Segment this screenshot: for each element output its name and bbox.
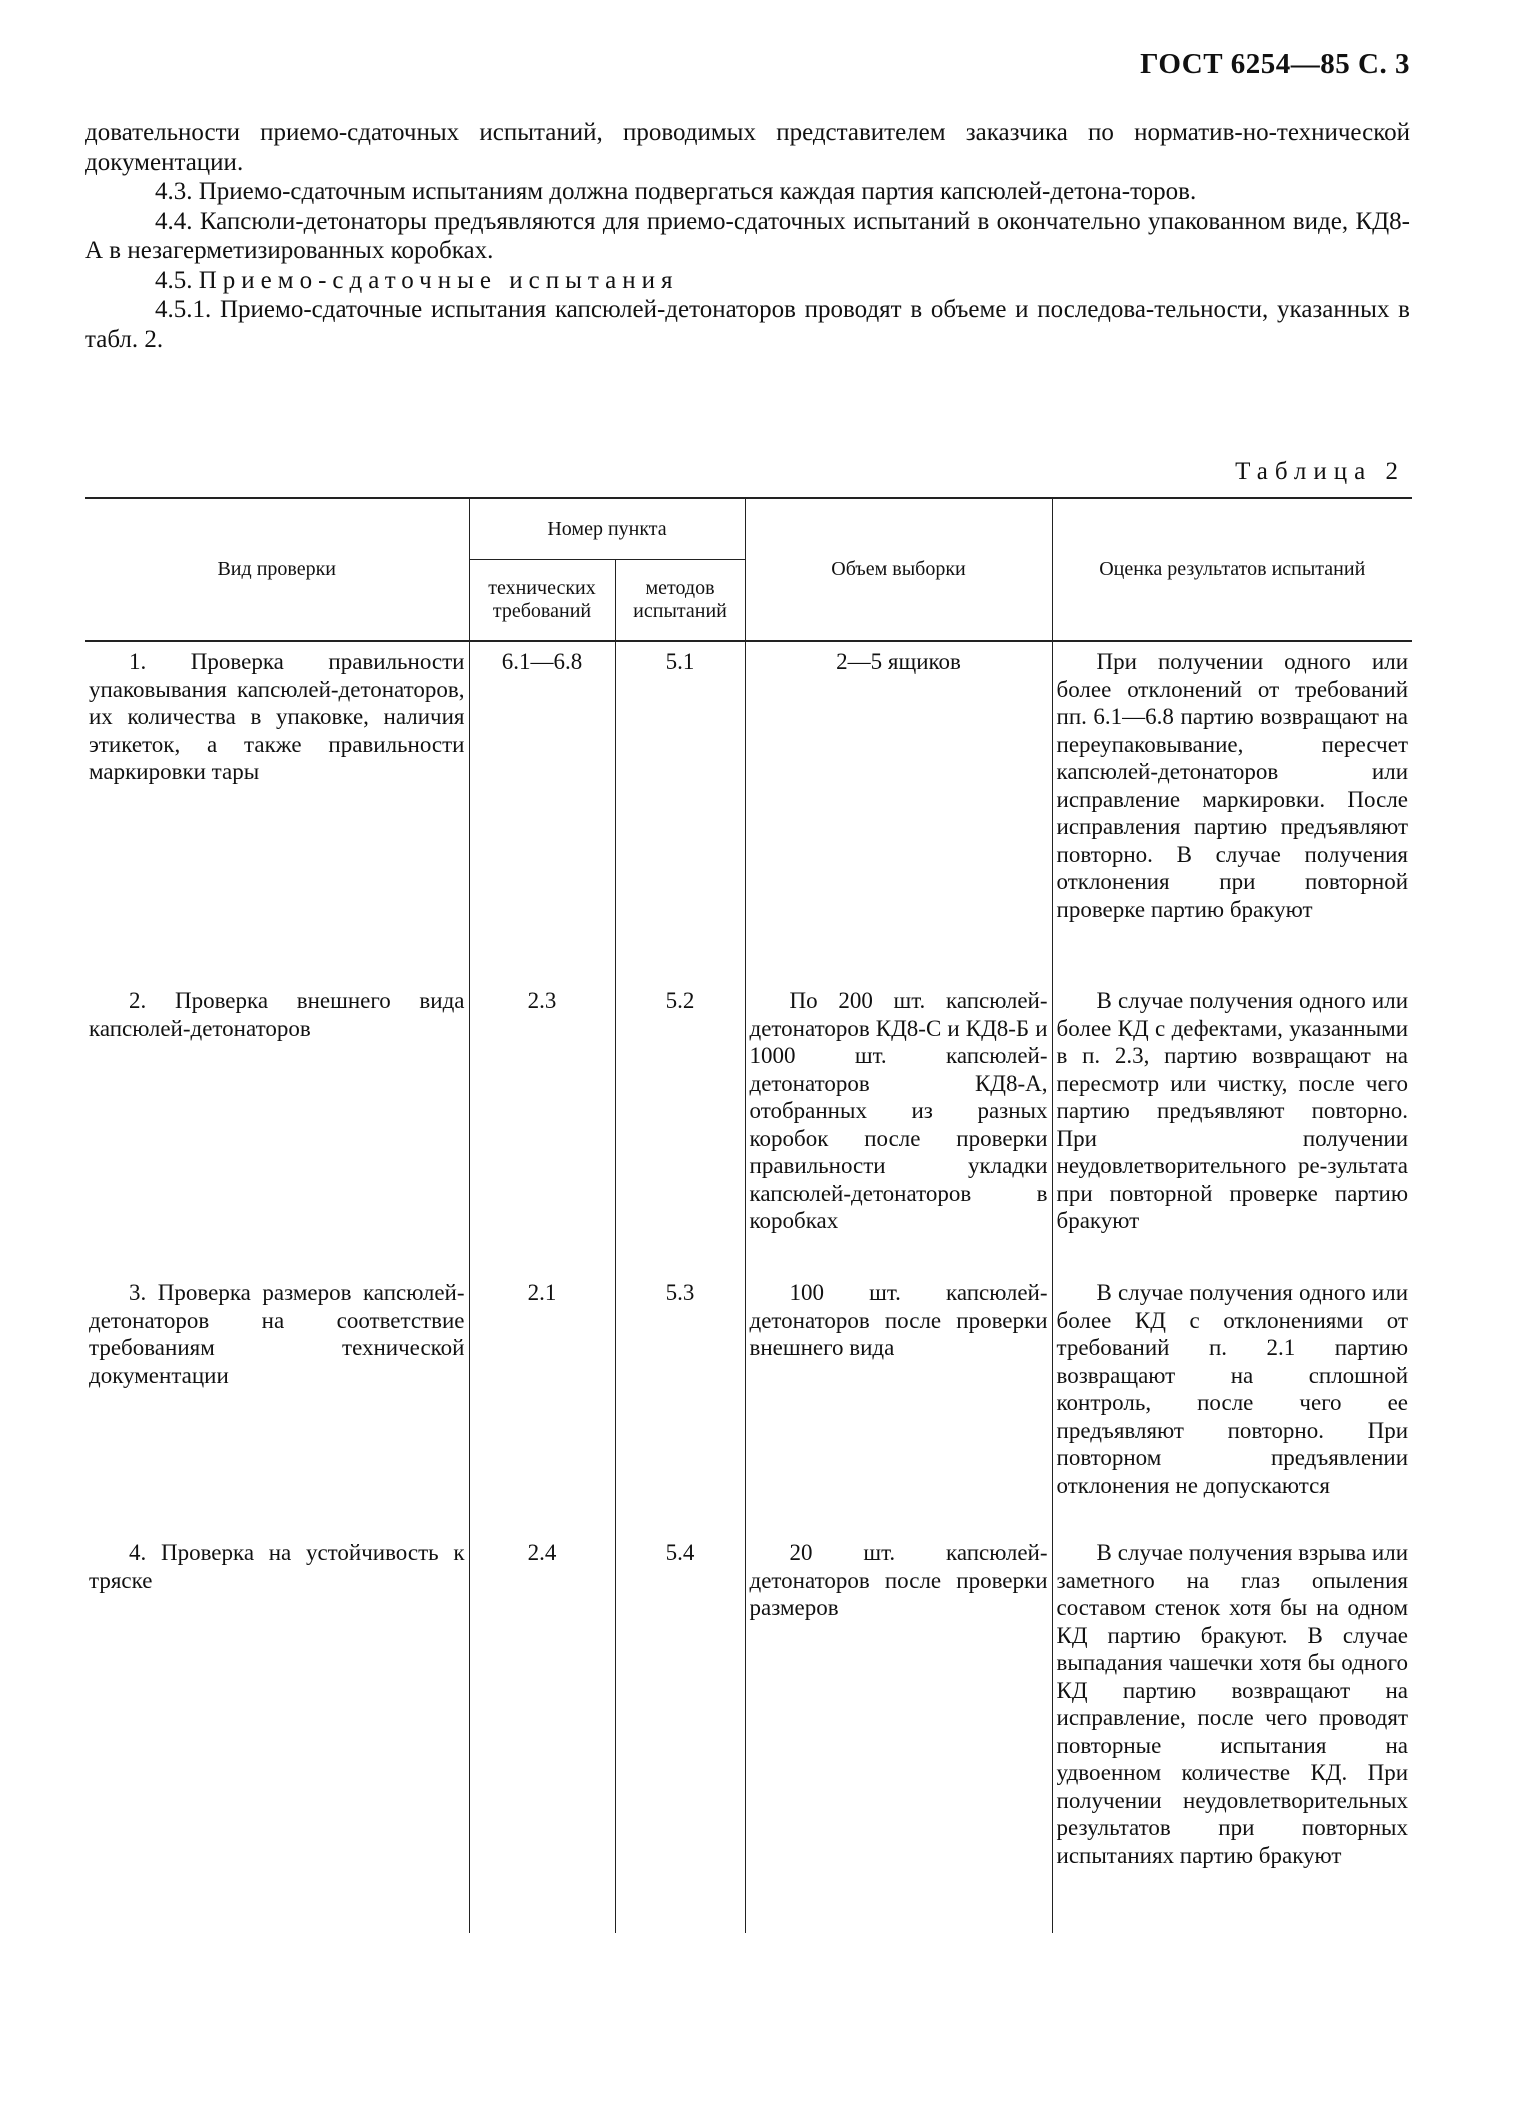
table-body bbox=[85, 641, 1412, 1933]
header-clause-number: Номер пункта bbox=[469, 498, 745, 560]
table-caption: Таблица 2 bbox=[1235, 458, 1405, 485]
cell-method: 5.2 bbox=[615, 981, 745, 1273]
cell-sample: 2—5 ящиков bbox=[745, 641, 1052, 981]
section-number: 4.5. bbox=[155, 266, 199, 294]
header-test-methods: методов испытаний bbox=[615, 560, 745, 642]
table-row bbox=[85, 1273, 1412, 1533]
body-text bbox=[85, 118, 1410, 354]
cell-evaluation: В случае получения одного или более КД с дефектами, указанными в п. 2.3, партию возвращают на пересмотр или чистку, после чего партию предъявляют повторно. При получении неудовлетворительного ре-зультата при повторной проверке партию бракуют bbox=[1052, 981, 1412, 1273]
paragraph-4-3: 4.3. Приемо-сдаточным испытаниям должна подвергаться каждая партия капсюлей-детона-торов. bbox=[155, 178, 1197, 205]
paragraph-continuation: довательности приемо-сдаточных испытаний, проводимых представителем заказчика по норматив-но-технической документации. bbox=[85, 119, 1410, 176]
header-evaluation: Оценка результатов испытаний bbox=[1052, 498, 1412, 641]
paragraph-4-5-1: 4.5.1. Приемо-сдаточные испытания капсюлей-детонаторов проводят в объеме и последова-тельности, указанных в табл. 2. bbox=[85, 296, 1410, 353]
cell-sample: 20 шт. капсюлей-детонаторов после проверки размеров bbox=[745, 1533, 1052, 1933]
table-row bbox=[85, 1533, 1412, 1933]
cell-evaluation: В случае получения одного или более КД с отклонениями от требований п. 2.1 партию возвращают на сплошной контроль, после чего ее предъявляют повторно. При повторном предъявлении отклонения не допускаются bbox=[1052, 1273, 1412, 1533]
cell-tech: 2.3 bbox=[469, 981, 615, 1273]
header-sample-size: Объем выборки bbox=[745, 498, 1052, 641]
cell-method: 5.4 bbox=[615, 1533, 745, 1933]
cell-check: 2. Проверка внешнего вида капсюлей-детонаторов bbox=[85, 981, 469, 1273]
section-heading-4-5 bbox=[85, 266, 1410, 296]
paragraph-4-4: 4.4. Капсюли-детонаторы предъявляются для приемо-сдаточных испытаний в окончательно упакованном виде, КД8-А в незагерметизированных коробках. bbox=[85, 207, 1410, 264]
inspection-table bbox=[85, 497, 1412, 1933]
page-header: ГОСТ 6254—85 С. 3 bbox=[1140, 48, 1410, 80]
cell-evaluation: В случае получения взрыва или заметного на глаз опыления составом стенок хотя бы на одном КД партию бракуют. В случае выпадания чашечки хотя бы одного КД партию возвращают на исправление, после чего проводят повторные испытания на удвоенном количестве КД. При получении неудовлетворительных результатов при повторных испытаниях партию бракуют bbox=[1052, 1533, 1412, 1933]
table-header bbox=[85, 498, 1412, 641]
cell-method: 5.3 bbox=[615, 1273, 745, 1533]
cell-check: 3. Проверка размеров капсюлей-детонаторов на соответствие требованиям технической документации bbox=[85, 1273, 469, 1533]
table-row bbox=[85, 641, 1412, 981]
cell-check: 1. Проверка правильности упаковывания капсюлей-детонаторов, их количества в упаковке, наличия этикеток, а также правильности маркировки тары bbox=[85, 641, 469, 981]
table-row bbox=[85, 981, 1412, 1273]
cell-evaluation: При получении одного или более отклонений от требований пп. 6.1—6.8 партию возвращают на переупаковывание, пересчет капсюлей-детонаторов или исправление маркировки. После исправления партию предъявляют повторно. В случае получения отклонения при повторной проверке партию бракуют bbox=[1052, 641, 1412, 981]
header-tech-requirements: технических требований bbox=[469, 560, 615, 642]
cell-check: 4. Проверка на устойчивость к тряске bbox=[85, 1533, 469, 1933]
cell-sample: По 200 шт. капсюлей-детонаторов КД8-С и КД8-Б и 1000 шт. капсюлей-детонаторов КД8-А, отобранных из разных коробок после проверки правильности укладки капсюлей-детонаторов в коробках bbox=[745, 981, 1052, 1273]
header-check-type: Вид проверки bbox=[85, 498, 469, 641]
cell-tech: 2.1 bbox=[469, 1273, 615, 1533]
cell-sample: 100 шт. капсюлей-детонаторов после проверки внешнего вида bbox=[745, 1273, 1052, 1533]
table-container bbox=[85, 497, 1412, 1933]
cell-tech: 6.1—6.8 bbox=[469, 641, 615, 981]
section-title: Приемо-сдаточные испытания bbox=[198, 266, 679, 294]
cell-method: 5.1 bbox=[615, 641, 745, 981]
cell-tech: 2.4 bbox=[469, 1533, 615, 1933]
